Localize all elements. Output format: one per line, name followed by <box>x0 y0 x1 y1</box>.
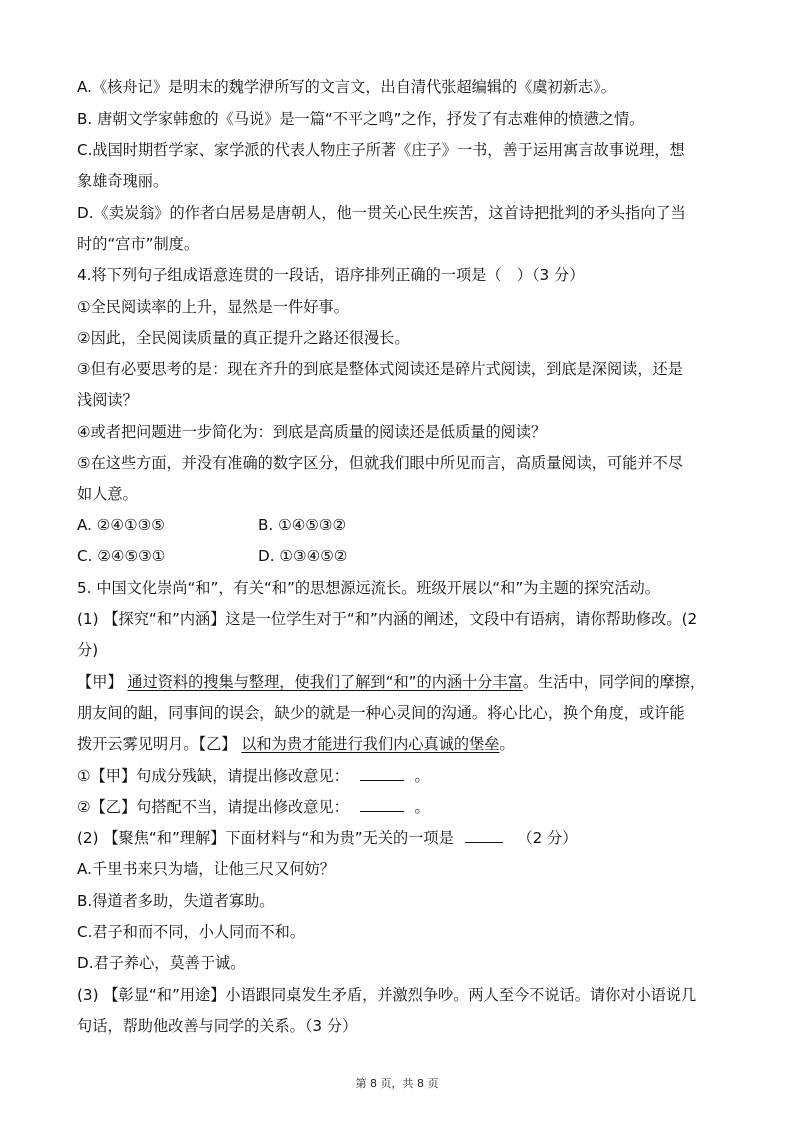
passage-line-2: 朋友间的龃，同事间的误会，缺少的就是一种心灵间的沟通。将心比心，换个角度，或许能 <box>77 704 685 722</box>
question-4-stem: 4.将下列句子组成语意连贯的一段话，语序排列正确的一项是（ ）（3 分） <box>77 266 585 284</box>
question-4-option-b: B. ①④⑤③② <box>258 516 347 534</box>
prompt-end: 。 <box>414 798 430 816</box>
question-5-1-item-1 <box>77 766 734 786</box>
question-4-options-row-2 <box>77 546 734 566</box>
question-3-option-d-cont: 时的“宫市”制度。 <box>77 235 200 253</box>
question-3-option-b: B. 唐朝文学家韩愈的《马说》是一篇“不平之鸣”之作，抒发了有志难伸的愤懑之情。 <box>77 110 645 128</box>
question-3-option-c: C.战国时期哲学家、家学派的代表人物庄子所著《庄子》一书，善于运用寓言故事说理，想 <box>77 141 685 159</box>
question-5-3-stem-cont: 句话，帮助他改善与同学的关系。（3 分） <box>77 1017 358 1035</box>
sentence-3-cont: 浅阅读？ <box>77 391 138 409</box>
question-5-2-option-d: D.君子养心，莫善于诚。 <box>77 954 246 972</box>
sentence-5: ⑤在这些方面，并没有准确的数字区分，但就我们眼中所见而言，高质量阅读，可能并不尽 <box>77 454 683 472</box>
sentence-3: ③但有必要思考的是：现在齐升的到底是整体式阅读还是碎片式阅读，到底是深阅读，还是 <box>77 360 683 378</box>
passage-text: 。 <box>499 735 515 753</box>
question-3-option-c-cont: 象雄奇瑰丽。 <box>77 172 169 190</box>
label-jia: 【甲】 <box>77 673 128 691</box>
question-5-1-item-2 <box>77 797 734 817</box>
question-5-1-stem: (1) 【探究“和”内涵】这是一位学生对于“和”内涵的阐述，文段中有语病，请你帮助修改。(2 <box>77 610 698 628</box>
question-5-stem: 5. 中国文化崇尚“和”，有关“和”的思想源远流长。班级开展以“和”为主题的探究活动。 <box>77 579 660 597</box>
question-4-options-row-1 <box>77 515 734 535</box>
question-4-option-a: A. ②④①③⑤ <box>77 516 165 534</box>
question-5-1-stem-cont: 分) <box>77 641 99 659</box>
question-5-2-option-b: B.得道者多助，失道者寡助。 <box>77 892 275 910</box>
question-4-option-c: C. ②④⑤③① <box>77 547 166 565</box>
answer-blank[interactable] <box>360 797 404 812</box>
question-5-3-stem: (3) 【彰显“和”用途】小语跟同桌发生矛盾，并激烈争吵。两人至今不说话。请你对小语说几 <box>77 986 697 1004</box>
sentence-4: ④或者把问题进一步简化为：到底是高质量的阅读还是低质量的阅读？ <box>77 423 547 441</box>
score-text: （2 分） <box>517 829 578 847</box>
answer-blank[interactable] <box>360 766 404 781</box>
passage-line-3 <box>77 734 734 754</box>
page-footer: 第 8 页，共 8 页 <box>355 1077 439 1090</box>
question-3-option-d: D.《卖炭翁》的作者白居易是唐朝人，他一贯关心民生疾苦，这首诗把批判的矛头指向了当 <box>77 204 686 222</box>
sentence-2: ②因此，全民阅读质量的真正提升之路还很漫长。 <box>77 329 410 347</box>
sentence-jia: 通过资料的搜集与整理，使我们了解到“和”的内涵十分丰富 <box>127 673 523 691</box>
sentence-1: ①全民阅读率的上升，显然是一件好事。 <box>77 298 349 316</box>
passage-text: 。生活中，同学间的摩擦， <box>522 673 706 691</box>
prompt-end: 。 <box>414 767 430 785</box>
passage-line-1 <box>77 672 734 692</box>
question-4-option-d: D. ①③④⑤② <box>258 547 348 565</box>
answer-blank[interactable] <box>465 828 503 843</box>
question-5-2-option-c: C.君子和而不同，小人同而不和。 <box>77 923 306 941</box>
prompt-text: ②【乙】句搭配不当，请提出修改意见： <box>77 798 349 816</box>
sentence-5-cont: 如人意。 <box>77 485 138 503</box>
question-3-option-a: A.《核舟记》是明末的魏学洢所写的文言文，出自清代张超编辑的《虞初新志》。 <box>77 78 616 96</box>
sentence-yi: 以和为贵才能进行我们内心真诚的堡垒 <box>241 735 500 753</box>
prompt-text: (2) 【聚焦“和”理解】下面材料与“和为贵”无关的一项是 <box>77 829 454 847</box>
passage-text: 拨开云雾见明月。【乙】 <box>77 735 242 753</box>
prompt-text: ①【甲】句成分残缺，请提出修改意见： <box>77 767 349 785</box>
question-5-2-stem <box>77 828 734 848</box>
question-5-2-option-a: A.千里书来只为墙，让他三尺又何妨？ <box>77 860 335 878</box>
